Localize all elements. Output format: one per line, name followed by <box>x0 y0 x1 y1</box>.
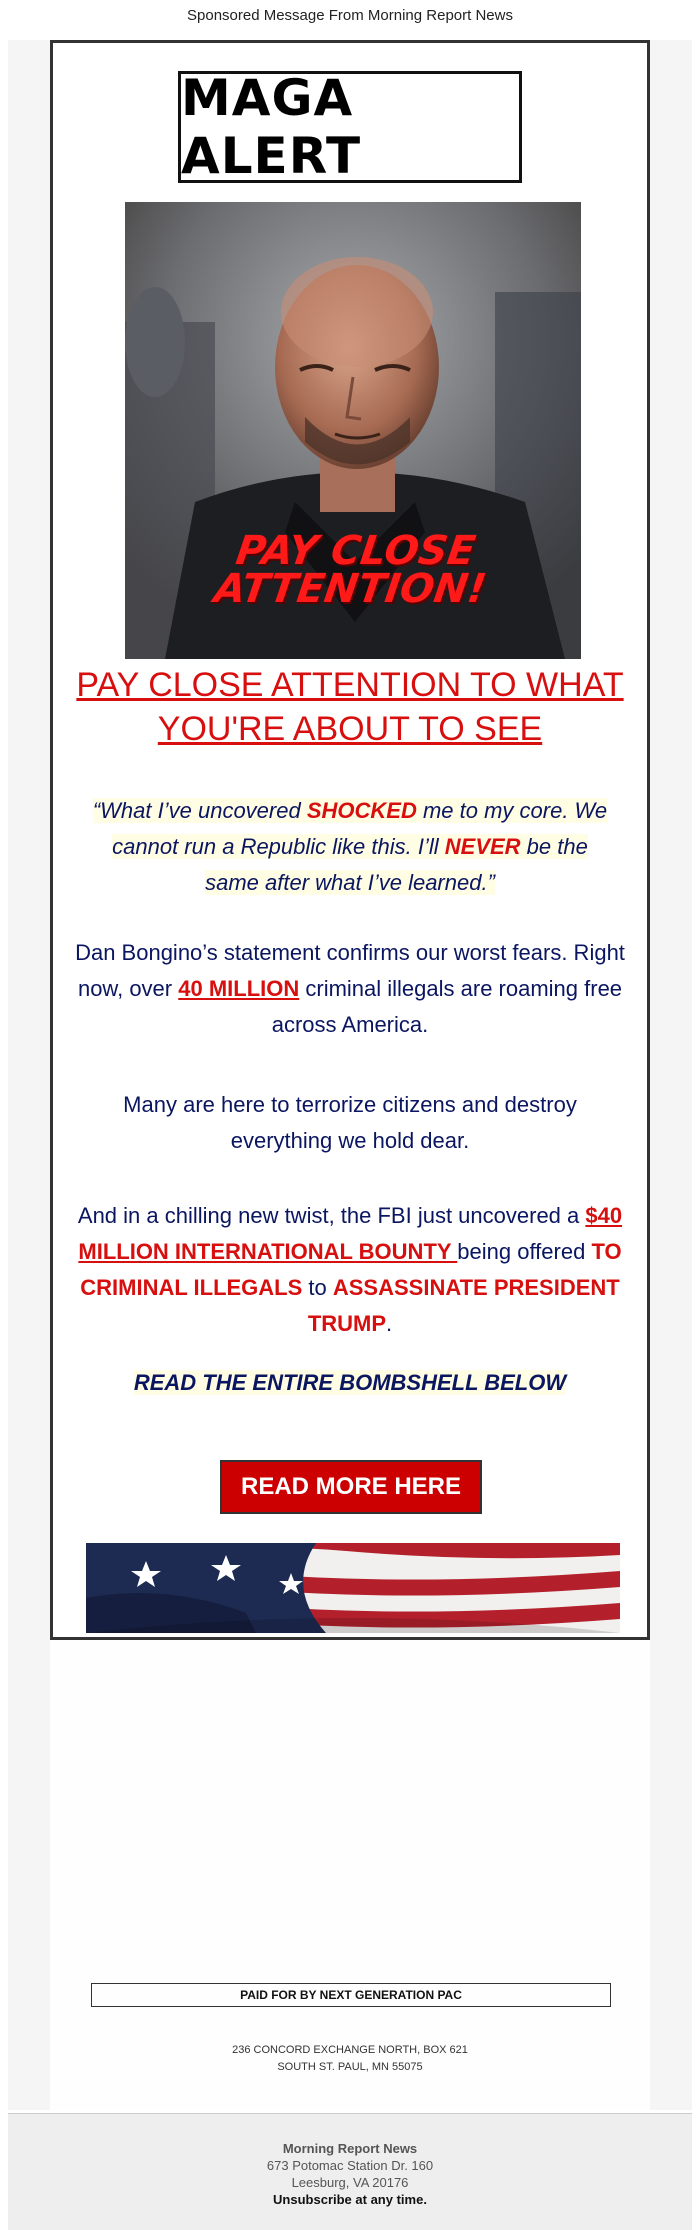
headline-link[interactable]: PAY CLOSE ATTENTION TO WHAT YOU'RE ABOUT TO SEE <box>76 666 624 748</box>
quote-never: NEVER <box>444 834 521 859</box>
quote-part-1: “What I’ve uncovered <box>92 798 307 823</box>
quote-part-3: be the same after what I’ve learned.” <box>205 834 588 895</box>
bombshell-callout <box>53 1370 647 1396</box>
alert-title-box <box>178 71 522 183</box>
unsubscribe-link[interactable]: Unsubscribe at any time. <box>273 2192 427 2207</box>
alert-title: MAGA ALERT <box>181 69 362 185</box>
email-footer <box>8 2113 692 2230</box>
para3-d: . <box>386 1311 393 1336</box>
para3-a: And in a chilling new twist, the FBI just uncovered a <box>77 1203 586 1228</box>
pac-address <box>50 2042 650 2076</box>
para1-million-link[interactable]: 40 MILLION <box>178 976 300 1001</box>
bongino-quote <box>83 793 617 901</box>
alert-card <box>50 40 650 1640</box>
photo-overlay-text <box>125 528 581 612</box>
para3-c: to <box>302 1275 333 1300</box>
bombshell-text: READ THE ENTIRE BOMBSHELL BELOW <box>133 1370 567 1395</box>
read-more-button[interactable]: READ MORE HERE <box>220 1460 482 1514</box>
american-flag-illustration <box>86 1543 620 1633</box>
flag-banner-image[interactable] <box>86 1543 620 1633</box>
paragraph-bounty <box>73 1198 627 1342</box>
paragraph-terrorize: Many are here to terrorize citizens and destroy everything we hold dear. <box>123 1092 577 1153</box>
quote-part-2: me to my core. We cannot run a Republic like this. I’ll <box>112 798 608 859</box>
address-line-1: 236 CONCORD EXCHANGE NORTH, BOX 621 <box>232 2044 468 2056</box>
address-line-2: SOUTH ST. PAUL, MN 55075 <box>277 2061 423 2073</box>
footer-sender-name: Morning Report News <box>282 2141 418 2156</box>
sponsored-banner <box>0 0 700 40</box>
quote-shocked: SHOCKED <box>306 798 417 823</box>
overlay-line-2: ATTENTION! <box>211 566 490 612</box>
assassinate-text: ASSASSINATE PRESIDENT TRUMP <box>307 1275 620 1336</box>
hero-image[interactable] <box>125 202 581 659</box>
para1-b: criminal illegals are roaming free across America. <box>271 976 623 1037</box>
paragraph-statement <box>73 935 627 1043</box>
para3-b: being offered <box>457 1239 592 1264</box>
footer-address-line-1: 673 Potomac Station Dr. 160 <box>266 2158 434 2173</box>
sponsored-text: Sponsored Message From Morning Report News <box>187 7 513 24</box>
criminal-illegals-text: TO CRIMINAL ILLEGALS <box>80 1239 622 1300</box>
overlay-line-1: PAY CLOSE <box>233 528 479 574</box>
para1-a: Dan Bongino’s statement confirms our worst fears. Right now, over <box>75 940 625 1001</box>
footer-address-line-2: Leesburg, VA 20176 <box>291 2175 409 2190</box>
paid-for-disclaimer: PAID FOR BY NEXT GENERATION PAC <box>91 1983 611 2007</box>
bounty-link[interactable]: $40 MILLION INTERNATIONAL BOUNTY <box>78 1203 623 1264</box>
